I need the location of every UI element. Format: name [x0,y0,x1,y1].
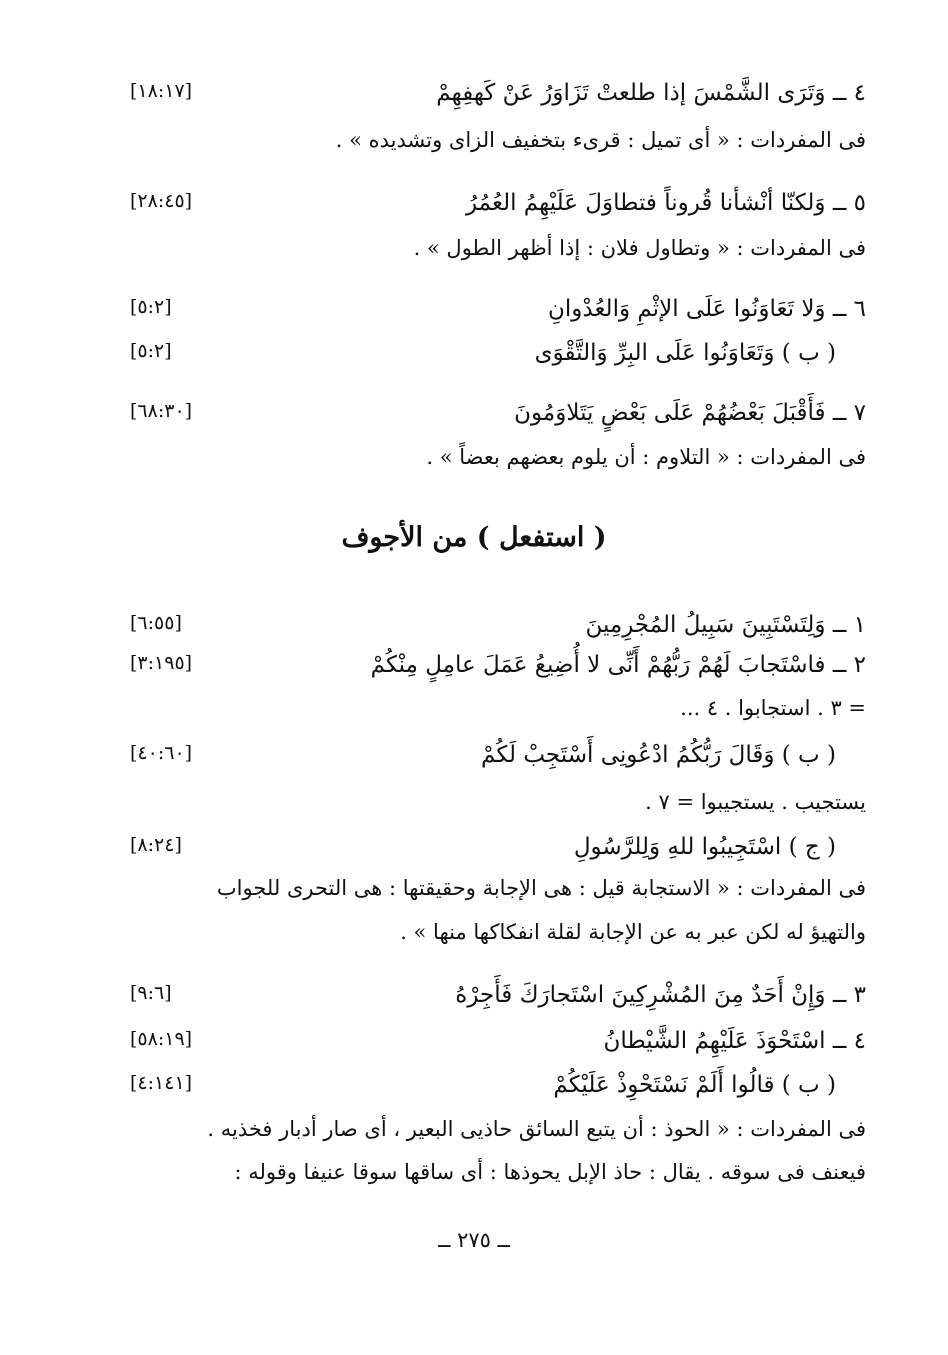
verse-text: ٤ ــ وَتَرَى الشَّمْسَ إذا طلعتْ تَزَاوَرُ عَنْ كَهفِهِمْ [436,80,866,106]
gloss-line [136,876,866,916]
gloss-text: فى المفردات : « الاستجابة قيل : هى الإجابة وحقيقتها : هى التحرى للجواب [216,876,866,900]
gloss-text: فيعنف فى سوقه . يقال : حاذ الإبل يحوذها : أى ساقها سوقا عنيفا وقوله : [234,1160,866,1184]
gloss-line [136,445,866,485]
gloss-text: فى المفردات : « الحوذ : أن يتبع السائق حاذيى البعير ، أى صار أدبار فخذيه . [207,1117,866,1141]
verse-reference: [١٨:١٧] [130,80,193,102]
verse-reference: [٦:٥٥] [130,612,182,634]
verse-reference: [٦٨:٣٠] [130,400,193,422]
verse-line [130,190,866,230]
verse-reference: [٨:٢٤] [130,834,182,856]
verse-line [130,742,866,782]
verse-reference: [٩:٦] [130,982,172,1004]
gloss-text: فى المفردات : « التلاوم : أن يلوم بعضهم بعضاً » . [426,445,866,469]
verse-line [130,80,866,120]
gloss-line [136,790,866,830]
verse-line [130,1072,866,1112]
verse-line [130,652,866,692]
verse-text: ٤ ــ اسْتَحْوَذَ عَلَيْهِمُ الشَّيْطانُ [603,1028,866,1054]
verse-text: ( ب ) قالُوا أَلَمْ نَسْتَحْوِذْ عَلَيْكُمْ [553,1072,836,1098]
verse-reference: [٤٠:٦٠] [130,742,193,764]
verse-text: ٦ ــ وَلا تَعَاوَنُوا عَلَى الإثْمِ وَالعُدْوانِ [548,296,866,322]
verse-text: ( ب ) وَتَعَاوَنُوا عَلَى البِرِّ وَالتَّقْوَى [534,340,836,366]
verse-text: ٧ ــ فَأَقْبَلَ بَعْضُهُمْ عَلَى بَعْضٍ يَتَلاوَمُونَ [514,400,866,426]
verse-line [130,1028,866,1068]
gloss-line [136,1160,866,1200]
verse-line [130,982,866,1022]
verse-reference: [٥:٢] [130,340,172,362]
gloss-text: والتهيؤ له لكن عبر به عن الإجابة لقلة انفكاكها منها » . [400,920,866,944]
gloss-text: فى المفردات : « وتطاول فلان : إذا أظهر الطول » . [413,236,866,260]
verse-line [130,340,866,380]
verse-text: ٥ ــ وَلكنّا أنْشأنا قُروناً فتطاوَلَ عَلَيْهِمُ العُمُرُ [465,190,866,216]
verse-reference: [٥:٢] [130,296,172,318]
gloss-text: فى المفردات : « أى تميل : قرىء بتخفيف الزاى وتشديده » . [335,128,866,152]
verse-reference: [٥٨:١٩] [130,1028,193,1050]
gloss-line [136,128,866,168]
gloss-line [136,920,866,960]
gloss-text: = ٣ . استجابوا . ٤ ... [680,696,866,720]
verse-text: ٢ ــ فاسْتَجابَ لَهُمْ رَبُّهُمْ أَنِّى لا أُضِيعُ عَمَلَ عامِلٍ مِنْكُمْ [370,652,866,678]
verse-text: ( ب ) وَقَالَ رَبُّكُمُ ادْعُونِى أَسْتَجِبْ لَكُمْ [481,742,836,768]
verse-reference: [٢٨:٤٥] [130,190,193,212]
verse-line [130,834,866,874]
verse-line [130,400,866,440]
verse-reference: [٤:١٤١] [130,1072,193,1094]
gloss-line [136,1117,866,1157]
verse-text: ٣ ــ وَإِنْ أَحَدٌ مِنَ المُشْرِكِينَ اسْتَجارَكَ فَأَجِرْهُ [455,982,866,1008]
gloss-line [136,236,866,276]
verse-text: ( ج ) اسْتَجِيبُوا للهِ وَلِلرَّسُولِ [573,834,836,860]
verse-reference: [٣:١٩٥] [130,652,193,674]
gloss-line [136,696,866,736]
gloss-text: يستجيب . يستجيبوا = ٧ . [645,790,866,814]
verse-text: ١ ــ وَلِتَسْتَبِينَ سَبِيلُ المُجْرِمِينَ [585,612,866,638]
verse-line [130,612,866,652]
page-number: ــ ٢٧٥ ــ [438,1228,510,1252]
section-heading: ( استفعل ) من الأجوف [341,522,607,553]
verse-line [130,296,866,336]
